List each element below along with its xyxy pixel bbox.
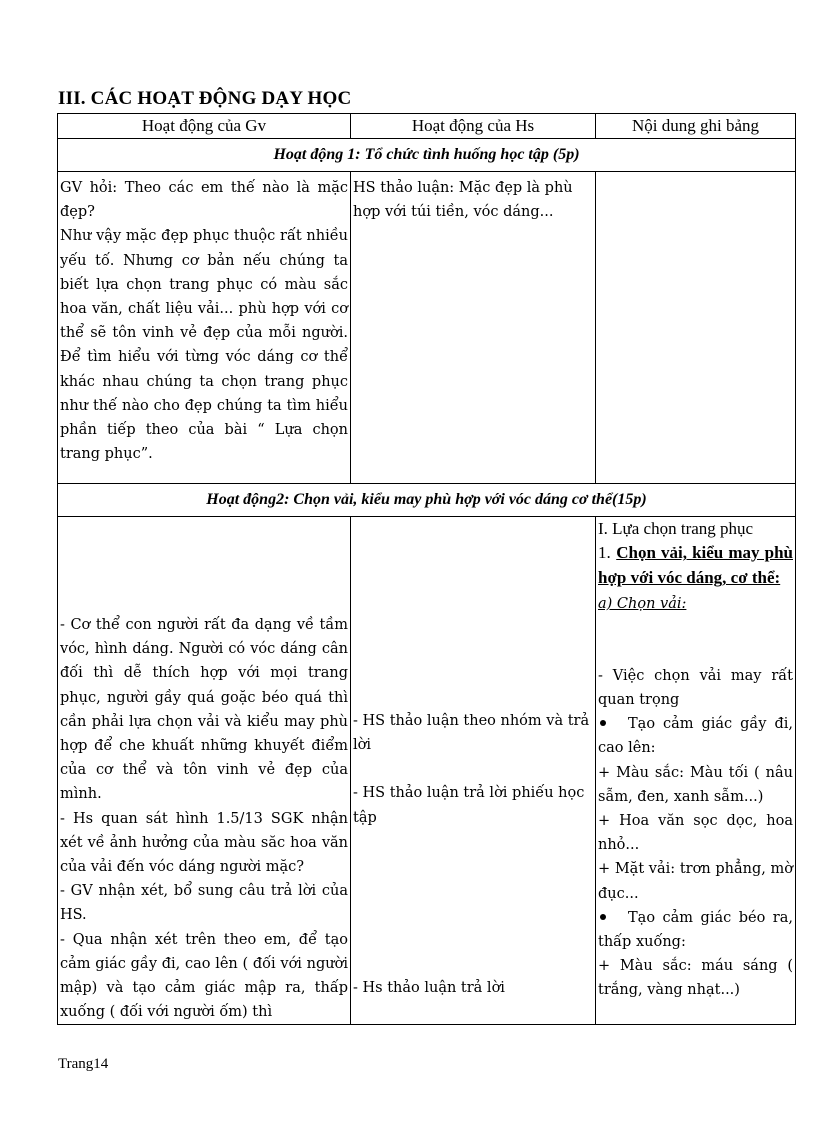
column-header-teacher: Hoạt động của Gv: [58, 114, 351, 139]
activity2-board-cell: [596, 517, 796, 1025]
activity1-title: Hoạt động 1: Tổ chức tình huống học tập (5p): [58, 139, 796, 172]
board-bullet2: [598, 906, 793, 954]
activity2-row: [58, 517, 796, 1025]
activity2-student-answer2: - HS thảo luận trả lời phiếu học tập: [353, 785, 585, 826]
activity2-teacher-observe: - Hs quan sát hình 1.5/13 SGK nhận xét về ảnh hưởng của màu săc hoa văn của vải đến vóc dáng người mặc?: [60, 810, 348, 876]
activity2-teacher-cell: [58, 517, 351, 1025]
board-b2-line1: + Màu sắc: máu sáng ( trắng, vàng nhạt...): [598, 958, 793, 999]
activity1-student-cell: [351, 172, 596, 484]
activity1-teacher-explanation: Như vậy mặc đẹp phục thuộc rất nhiều yếu tố. Nhưng cơ bản nếu chúng ta biết lựa chọn trang phục có màu sắc hoa văn, chất liệu vải... phù hợp với cơ thể sẽ tôn vinh vẻ đẹp của mỗi người. Để tìm hiểu với từng vóc dáng cơ thể khác nhau chúng ta chọn trang phục như thế nào cho đẹp chúng ta tìm hiểu phần tiếp theo của bài “ Lựa chọn trang phục”.: [60, 228, 348, 463]
activity1-teacher-question: GV hỏi: Theo các em thế nào là mặc đẹp?: [60, 180, 348, 221]
activity1-board-cell: [596, 172, 796, 484]
activity1-teacher-cell: [58, 172, 351, 484]
page-number: Trang14: [58, 1056, 109, 1072]
board-subsection: [598, 541, 793, 591]
activity2-teacher-question: - Qua nhận xét trên theo em, để tạo cảm giác gầy đi, cao lên ( đối với người mập) và tạo cảm giác mập ra, thấp xuống ( đối với người ốm) thì: [60, 931, 348, 1021]
board-bullet1-text: Tạo cảm giác gầy đi, cao lên:: [598, 716, 793, 757]
activity2-teacher-feedback: - GV nhận xét, bổ sung câu trả lời của HS.: [60, 883, 348, 924]
board-bullet2-text: Tạo cảm giác béo ra, thấp xuống:: [598, 909, 793, 951]
board-item1: - Việc chọn vải may rất quan trọng: [598, 667, 793, 709]
activity2-teacher-intro: - Cơ thể con người rất đa dạng về tầm vóc, hình dáng. Người có vóc dáng cân đối thì dễ thích hợp với mọi trang phục, người gầy quá goặc béo quá thì cần phải lựa chọn vải và kiểu may phù hợp để che khuất những khuyết điểm của cơ thể và tôn vinh vẻ đẹp của mình.: [60, 617, 348, 803]
bullet-icon: [600, 914, 606, 920]
header-row: [58, 114, 796, 139]
column-header-student: Hoạt động của Hs: [351, 114, 596, 139]
board-bullet1: [598, 712, 793, 760]
activity1-student-answer: HS thảo luận: Mặc đẹp là phù hợp với túi tiền, vóc dáng...: [353, 180, 573, 221]
activity2-student-answer3: - Hs thảo luận trả lời: [353, 979, 505, 996]
board-section-title: I. Lựa chọn trang phục: [598, 519, 754, 538]
activity2-student-cell: [351, 517, 596, 1025]
activity2-title: Hoạt động2: Chọn vải, kiểu may phù hợp với vóc dáng cơ thể(15p): [58, 484, 796, 517]
board-subsection-title: Chọn vải, kiểu may phù hợp với vóc dáng, cơ thể:: [598, 543, 793, 588]
bullet-icon: [600, 720, 606, 726]
column-header-board: Nội dung ghi bảng: [596, 114, 796, 139]
section-heading: III. CÁC HOẠT ĐỘNG DẠY HỌC: [58, 88, 352, 109]
board-b1-line2: + Hoa văn sọc dọc, hoa nhỏ...: [598, 813, 793, 854]
lesson-activities-table: [57, 113, 796, 1025]
activity2-title-row: [58, 484, 796, 517]
board-b1-line1: + Màu sắc: Màu tối ( nâu sẫm, đen, xanh sẫm...): [598, 764, 793, 805]
board-subsection-number: 1.: [598, 543, 611, 563]
board-part-a: a) Chọn vải:: [598, 595, 687, 612]
activity2-student-answer1: - HS thảo luận theo nhóm và trả lời: [353, 713, 590, 754]
activity1-title-row: [58, 139, 796, 172]
board-b1-line3: + Mặt vải: trơn phẳng, mờ đục...: [598, 861, 793, 902]
activity1-row: [58, 172, 796, 484]
